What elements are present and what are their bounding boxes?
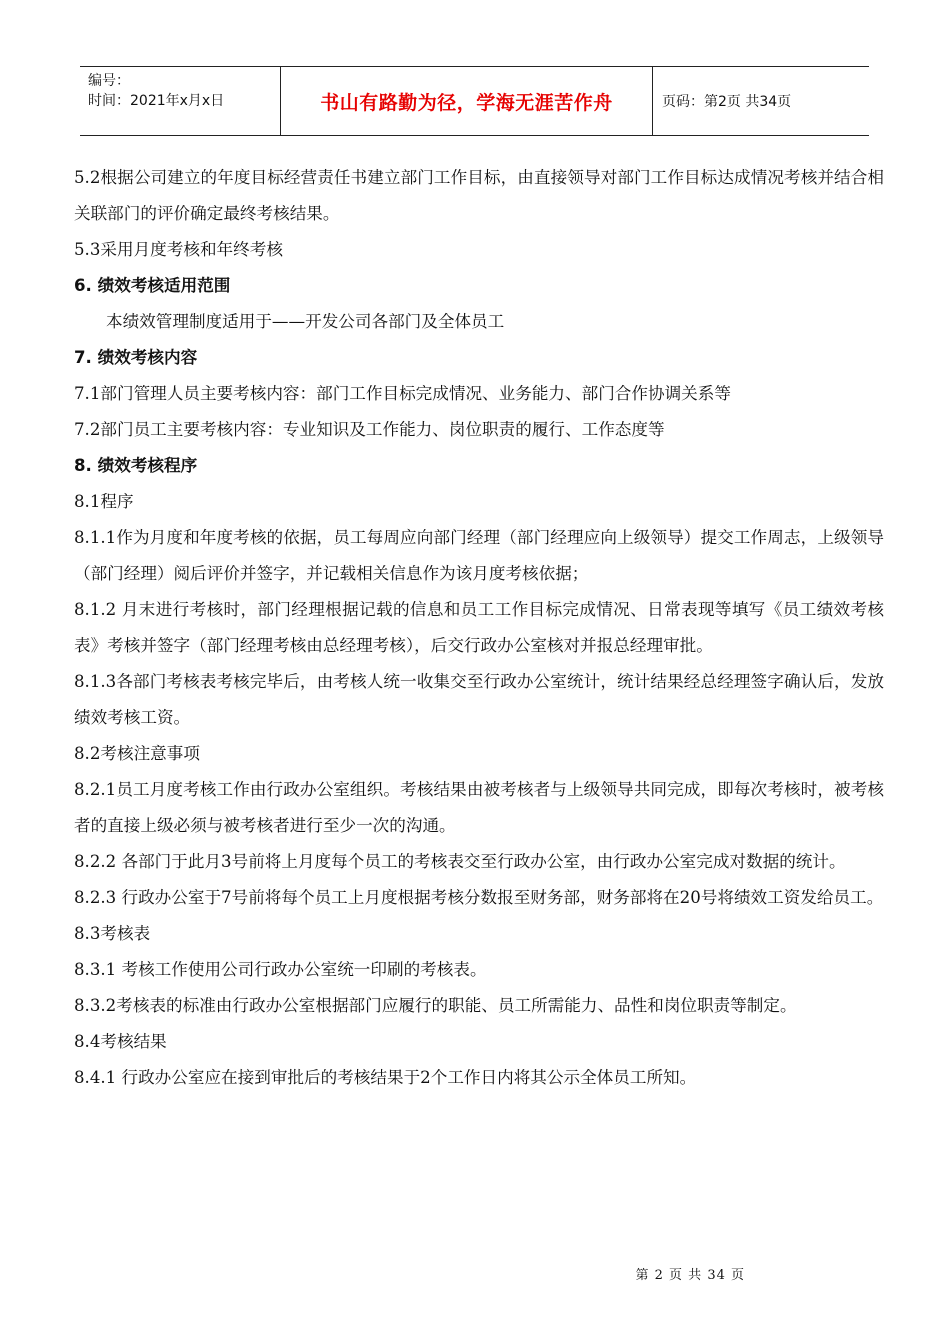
paragraph: 8.4.1 行政办公室应在接到审批后的考核结果于2个工作日内将其公示全体员工所知。	[74, 1068, 697, 1087]
paragraph: 8.2.1员工月度考核工作由行政办公室组织。考核结果由被考核者与上级领导共同完成，即每次考核时，被考核者的直接上级必须与被考核者进行至少一次的沟通。	[74, 780, 884, 835]
paragraph: 7.2部门员工主要考核内容：专业知识及工作能力、岗位职责的履行、工作态度等	[74, 420, 665, 439]
paragraph: 5.3采用月度考核和年终考核	[74, 240, 283, 259]
paragraph: 8.1.1作为月度和年度考核的依据，员工每周应向部门经理（部门经理应向上级领导）提交工作周志，上级领导（部门经理）阅后评价并签字，并记载相关信息作为该月度考核依据；	[74, 528, 884, 583]
paragraph: 5.2根据公司建立的年度目标经营责任书建立部门工作目标，由直接领导对部门工作目标达成情况考核并结合相关联部门的评价确定最终考核结果。	[74, 168, 884, 223]
header-page-info: 页码：第2页 共34页	[662, 94, 792, 110]
paragraph: 8.2.2 各部门于此月3号前将上月度每个员工的考核表交至行政办公室，由行政办公室完成对数据的统计。	[74, 852, 846, 871]
paragraph: 8.3.1 考核工作使用公司行政办公室统一印刷的考核表。	[74, 960, 487, 979]
document-body	[74, 160, 884, 1096]
paragraph: 8.2考核注意事项	[74, 744, 200, 763]
paragraph: 8.2.3 行政办公室于7号前将每个员工上月度根据考核分数报至财务部，财务部将在20号将绩效工资发给员工。	[74, 888, 884, 907]
paragraph: 7.1部门管理人员主要考核内容：部门工作目标完成情况、业务能力、部门合作协调关系等	[74, 384, 731, 403]
header-meta	[80, 67, 281, 135]
document-time-label: 时间：2021年x月x日	[88, 93, 225, 109]
header-motto: 书山有路勤为径，学海无涯苦作舟	[281, 67, 653, 135]
section-heading: 6. 绩效考核适用范围	[74, 276, 231, 295]
section-heading: 7. 绩效考核内容	[74, 348, 198, 367]
page-header	[80, 66, 869, 136]
paragraph: 8.4考核结果	[74, 1032, 167, 1051]
section-heading: 8. 绩效考核程序	[74, 456, 198, 475]
document-number-label: 编号：	[88, 73, 130, 89]
paragraph: 8.3.2考核表的标准由行政办公室根据部门应履行的职能、员工所需能力、品性和岗位职责等制定。	[74, 996, 797, 1015]
paragraph: 8.1.2 月末进行考核时，部门经理根据记载的信息和员工工作目标完成情况、日常表现等填写《员工绩效考核表》考核并签字（部门经理考核由总经理考核），后交行政办公室核对并报总经理审批。	[74, 600, 884, 655]
paragraph: 8.3考核表	[74, 924, 151, 943]
indented-paragraph: 本绩效管理制度适用于——开发公司各部门及全体员工	[106, 312, 505, 331]
paragraph: 8.1程序	[74, 492, 134, 511]
paragraph: 8.1.3各部门考核表考核完毕后，由考核人统一收集交至行政办公室统计，统计结果经总经理签字确认后，发放绩效考核工资。	[74, 672, 884, 727]
page-footer: 第 2 页 共 34 页	[635, 1268, 745, 1283]
